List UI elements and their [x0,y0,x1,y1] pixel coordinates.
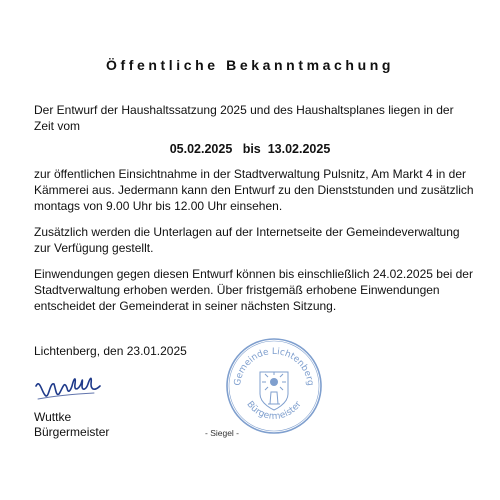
handwritten-signature [34,366,114,406]
notice-title: Öffentliche Bekanntmachung [105,57,395,73]
official-seal [224,336,324,436]
date-from: 05.02.2025 [169,142,233,156]
objections-paragraph: Einwendungen gegen diesen Entwurf können bis einschließlich 24.02.2025 bei der Stadtverwaltung erhoben werden. Über fristgemäß erhobene Einwendungen entscheidet der Gemeinderat in seiner nächsten Sitzung. [34,267,473,313]
signer-name: Wuttke [34,410,72,424]
seal-emblem [260,372,288,410]
seal-text-bottom: Bürgermeister [244,399,304,423]
signer-title: Bürgermeister [34,425,110,439]
seal-label: - Siegel - [205,428,240,438]
date-range [0,142,500,156]
intro-paragraph: Der Entwurf der Haushaltssatzung 2025 und des Haushaltsplanes liegen in der Zeit vom [34,103,454,133]
inspection-paragraph: zur öffentlichen Einsichtnahme in der Stadtverwaltung Pulsnitz, Am Markt 4 in der Kämmerei aus. Jedermann kann den Entwurf zu den Dienststunden und zusätzlich montags von 9.00 Uhr bis 12.00 Uhr einsehen. [34,167,474,213]
date-to: 13.02.2025 [267,142,331,156]
internet-paragraph: Zusätzlich werden die Unterlagen auf der Internetseite der Gemeindeverwaltung zur Verfügung gestellt. [34,225,460,255]
seal-text-top: Gemeinde Lichtenberg [232,346,315,387]
date-separator: bis [242,142,261,156]
place-and-date: Lichtenberg, den 23.01.2025 [34,344,187,358]
